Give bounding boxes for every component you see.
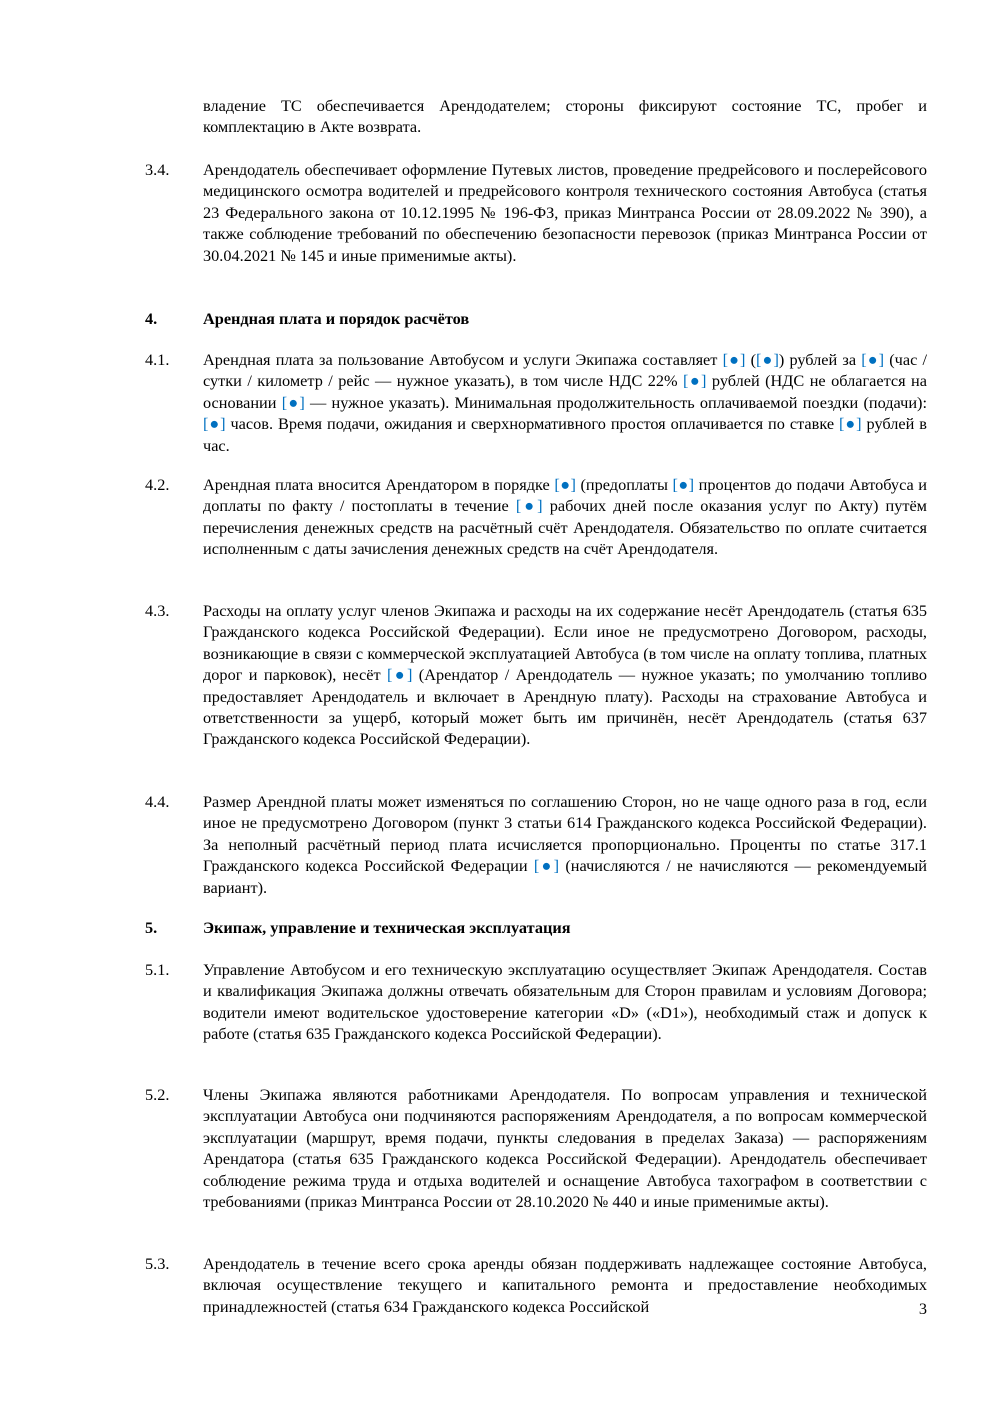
text-span: рублей (НДС не облагается на основании <box>203 371 927 412</box>
clause-text <box>203 349 927 456</box>
clause-number: 4.1. <box>145 350 170 369</box>
placeholder-field: [●] <box>756 350 779 369</box>
placeholder-field: [●] <box>387 665 413 685</box>
clause-text <box>203 474 927 560</box>
clause-text: Члены Экипажа являются работниками Арендодателя. По вопросам управления и технической эксплуатации Автобуса они подчиняются распоряжениям Арендодателя, а по вопросам коммерческой эксплуатации (маршрут, время подачи, пункты следования в пределах Заказа) — распоряжениям Арендатора (статья 635 Гражданского кодекса Российской Федерации). Арендодатель обеспечивает соблюдение режима труда и отдыха водителей и оснащение Автобуса тахографом в соответствии с требованиями (приказ Минтранса России от 28.10.2020 № 440 и иные применимые акты). <box>203 1085 927 1212</box>
text-span: Расходы на оплату услуг членов Экипажа и расходы на их содержание несёт Арендодатель (статья 635 Гражданского кодекса Российской Федерации). Если иное не предусмотрено Договором, расходы, возникающие в связи с коммерческой эксплуатацией Автобуса (в том числе на оплату топлива, платных дорог и парковок), несёт <box>203 601 927 685</box>
text-span: часов. Время подачи, ожидания и сверхнормативного простоя оплачивается по ставке <box>225 414 840 434</box>
clause-number: 5.3. <box>145 1254 170 1273</box>
text-span: (начисляются / не начисляются — рекомендуемый вариант). <box>203 856 928 897</box>
clause-number: 3.4. <box>145 160 170 179</box>
placeholder-field: [●] <box>533 856 560 876</box>
text-span: Арендная плата вносится Арендатором в порядке <box>203 475 555 494</box>
clause-number: 5.2. <box>145 1085 170 1104</box>
text-span: (предоплаты <box>575 475 673 494</box>
text-span: Размер Арендной платы может изменяться по соглашению Сторон, но не чаще одного раза в год, если иное не предусмотрено Договором (пункт 3 статьи 614 Гражданского кодекса Российской Федерации). За неполный расчётный период плата исчисляется пропорционально. Проценты по статье 317.1 Гражданского кодекса Российской Федерации <box>203 792 927 876</box>
text-span: ) рублей за <box>778 350 862 369</box>
section-5-heading <box>145 917 927 938</box>
clause-text: Арендодатель обеспечивает оформление Путевых листов, проведение предрейсового и послерейсового медицинского осмотра водителей и предрейсового контроля технического состояния Автобуса (статья 23 Федерального закона от 10.12.1995 № 196-ФЗ, приказ Минтранса России от 28.09.2022 № 390), а также соблюдение требований по обеспечению безопасности перевозок (приказ Минтранса России от 30.04.2021 № 145 и иные применимые акты). <box>203 160 927 265</box>
placeholder-field: [●] <box>554 475 576 494</box>
section-4-heading <box>145 308 927 329</box>
clause-3-4 <box>145 159 927 266</box>
clause-4-2 <box>145 474 927 560</box>
placeholder-field: [●] <box>683 371 707 391</box>
clause-number: 4.2. <box>145 475 170 494</box>
clause-4-1 <box>145 349 927 456</box>
clause-number: 4.4. <box>145 792 170 811</box>
text-span: — нужное указать). Минимальная продолжительность оплачиваемой поездки (подачи): <box>304 392 927 412</box>
placeholder-field: [●] <box>203 414 226 434</box>
section-title: Арендная плата и порядок расчётов <box>203 309 470 328</box>
clause-5-1 <box>145 959 927 1045</box>
clause-4-3 <box>145 600 927 750</box>
text-span: Арендная плата за пользование Автобусом и услуги Экипажа составляет <box>203 350 723 369</box>
clause-5-3 <box>145 1253 927 1317</box>
text-span: рабочих дней после оказания услуг по Акту) путём перечисления денежных средств на расчётный счёт Арендодателя. Обязательство по оплате считается исполненным с даты зачисления денежных средств на счёт Арендодателя. <box>203 496 927 559</box>
placeholder-field: [●] <box>839 414 862 434</box>
section-number: 4. <box>145 309 158 328</box>
clause-4-4 <box>145 791 927 898</box>
placeholder-field: [●] <box>281 392 305 412</box>
clause-text: Управление Автобусом и его техническую эксплуатацию осуществляет Экипаж Арендодателя. Состав и квалификация Экипажа должны отвечать обязательным для Сторон правилам и условиям Договора; водители имеют водительское удостоверение категории «D» («D1»), необходимый стаж и допуск к работе (статья 635 Гражданского кодекса Российской Федерации). <box>203 960 927 1044</box>
section-number: 5. <box>145 918 158 937</box>
section-title: Экипаж, управление и техническая эксплуатация <box>203 918 571 937</box>
clause-text <box>203 600 927 750</box>
clause-text: Арендодатель в течение всего срока аренды обязан поддерживать надлежащее состояние Автобуса, включая осуществление текущего и капитального ремонта и предоставление необходимых принадлежностей (статья 634 Гражданского кодекса Российской <box>203 1254 927 1316</box>
clause-text <box>203 791 927 898</box>
text-span: ( <box>745 350 757 369</box>
text-span: (час / сутки / километр / рейс — нужное указать), в том числе НДС 22% <box>203 350 927 391</box>
continuation-paragraph: владение ТС обеспечивается Арендодателем; стороны фиксируют состояние ТС, пробег и комплектацию в Акте возврата. <box>203 96 927 137</box>
clause-number: 4.3. <box>145 601 170 620</box>
text-span: (Арендатор / Арендодатель — нужное указать; по умолчанию топливо предоставляет Арендодатель и включает в Арендную плату). Расходы на страхование Автобуса и ответственности за ущерб, который может быть им причинён, несёт Арендодатель (статья 637 Гражданского кодекса Российской Федерации). <box>203 665 928 749</box>
placeholder-field: [●] <box>515 496 543 516</box>
placeholder-field: [●] <box>722 350 746 369</box>
page-number: 3 <box>918 1299 927 1318</box>
clause-5-2 <box>145 1084 927 1212</box>
placeholder-field: [●] <box>672 475 695 494</box>
text-span: процентов до подачи Автобуса и доплаты по факту / постоплаты в течение <box>203 475 927 516</box>
placeholder-field: [●] <box>861 350 885 369</box>
text-span: рублей в час. <box>203 414 927 455</box>
clause-number: 5.1. <box>145 960 170 979</box>
